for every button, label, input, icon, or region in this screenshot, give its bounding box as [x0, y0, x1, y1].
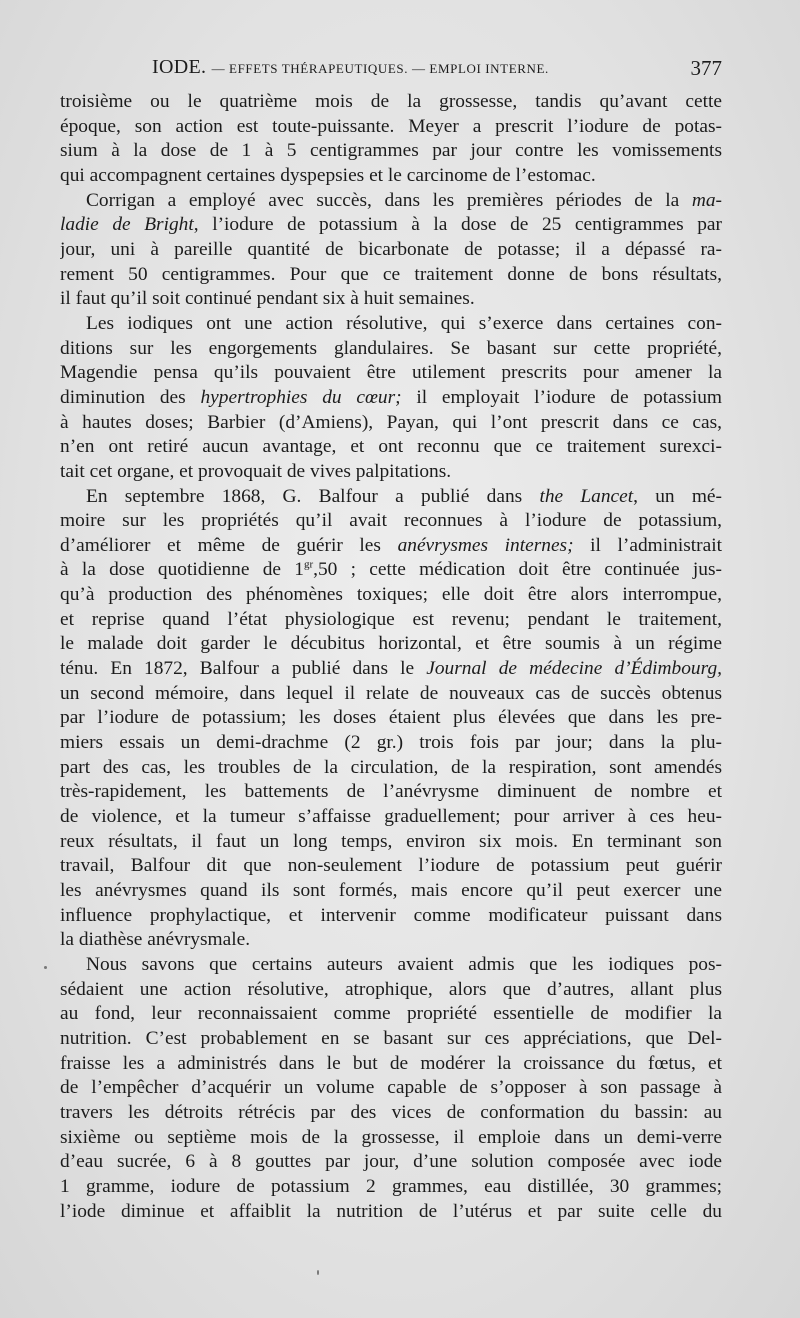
- text-line: [60, 1126, 722, 1151]
- text-line: [60, 928, 722, 953]
- text-segment: , un mé-: [633, 485, 722, 507]
- text-segment: Magendie pensa qu’ils pouvaient être utilement prescrits pour amener la: [60, 362, 722, 384]
- text-segment: Corrigan a employé avec succès, dans les premières périodes de la: [86, 189, 692, 211]
- superscript-text: gr: [303, 559, 314, 571]
- page-number: 377: [690, 56, 722, 80]
- text-line: [60, 805, 722, 830]
- text-segment: l’iode diminue et affaiblit la nutrition de l’utérus et par suite celle du: [60, 1200, 722, 1222]
- text-line: [60, 953, 722, 978]
- text-segment: sédaient une action résolutive, atrophique, alors que d’autres, allant plus: [60, 978, 722, 1000]
- text-segment: de violence, et la tumeur s’affaisse graduellement; pour arriver à ces heu-: [60, 806, 722, 828]
- text-segment: d’améliorer et même de guérir les: [60, 534, 398, 556]
- text-segment: miers essais un demi-drachme (2 gr.) trois fois par jour; dans la plu-: [60, 732, 722, 754]
- running-header: [60, 56, 722, 84]
- text-segment: travers les détroits rétrécis par des vices de conformation du bassin: au: [60, 1101, 722, 1123]
- text-line: [60, 1150, 722, 1175]
- text-segment: Les iodiques ont une action résolutive, qui s’exerce dans certaines con-: [86, 312, 722, 334]
- text-segment: le malade doit garder le décubitus horizontal, et être soumis à un régime: [60, 633, 722, 655]
- italic-text: anévrysmes internes;: [397, 534, 574, 556]
- text-segment: par l’iodure de potassium; les doses étaient plus élevées que dans les pre-: [60, 707, 722, 729]
- text-line: [60, 756, 722, 781]
- text-segment: , l’iodure de potassium à la dose de 25 centigrammes par: [193, 214, 722, 236]
- text-segment: un second mémoire, dans lequel il relate de nouveaux cas de succès obtenus: [60, 682, 722, 704]
- text-line: [60, 978, 722, 1003]
- text-segment: diminution des: [60, 386, 201, 408]
- text-segment: ditions sur les engorgements glandulaires. Se basant sur cette propriété,: [60, 337, 722, 359]
- text-segment: moire sur les propriétés qu’il avait reconnues à l’iodure de potassium,: [60, 510, 722, 532]
- text-line: [60, 435, 722, 460]
- text-line: [60, 1101, 722, 1126]
- text-line: [60, 706, 722, 731]
- print-speck: [317, 1270, 319, 1275]
- italic-text: hypertrophies du cœur;: [200, 386, 402, 408]
- text-line: [60, 1076, 722, 1101]
- text-segment: rement 50 centigrammes. Pour que ce traitement donne de bons résultats,: [60, 263, 722, 285]
- text-segment: la diathèse anévrysmale.: [60, 929, 251, 951]
- text-line: [60, 386, 722, 411]
- text-line: [60, 115, 722, 140]
- text-line: [60, 534, 722, 559]
- text-line: [60, 657, 722, 682]
- text-segment: au fond, leur reconnaissaient comme propriété essentielle de modifier la: [60, 1003, 722, 1025]
- text-segment: influence prophylactique, et intervenir comme modificateur puissant dans: [60, 904, 722, 926]
- text-line: [60, 1200, 722, 1225]
- text-segment: 1 gramme, iodure de potassium 2 grammes, eau distillée, 30 grammes;: [60, 1175, 722, 1197]
- text-line: [60, 558, 722, 583]
- text-segment: de l’empêcher d’acquérir un volume capable de s’opposer à son passage à: [60, 1077, 722, 1099]
- text-line: [60, 213, 722, 238]
- text-line: [60, 287, 722, 312]
- text-line: [60, 632, 722, 657]
- text-segment: qui accompagnent certaines dyspepsies et le carcinome de l’estomac.: [60, 164, 596, 186]
- text-line: [60, 780, 722, 805]
- text-segment: travail, Balfour dit que non-seulement l’iodure de potassium peut guérir: [60, 855, 722, 877]
- text-line: [60, 139, 722, 164]
- text-line: [60, 682, 722, 707]
- italic-text: Journal de médecine d’Édimbourg,: [426, 658, 722, 680]
- text-line: [60, 189, 722, 214]
- text-line: [60, 485, 722, 510]
- text-segment: tait cet organe, et provoquait de vives palpitations.: [60, 460, 452, 482]
- text-segment: ténu. En 1872, Balfour a publié dans le: [60, 658, 427, 680]
- text-line: [60, 263, 722, 288]
- running-title-main: IODE.: [152, 56, 207, 78]
- text-line: [60, 1002, 722, 1027]
- body-text: [60, 90, 722, 1224]
- text-line: [60, 904, 722, 929]
- text-line: [60, 312, 722, 337]
- text-segment: reux résultats, il faut un long temps, environ six mois. En terminant son: [60, 830, 722, 852]
- text-line: [60, 583, 722, 608]
- text-segment: Nous savons que certains auteurs avaient admis que les iodiques pos-: [86, 953, 722, 975]
- text-line: [60, 90, 722, 115]
- text-line: [60, 830, 722, 855]
- text-line: [60, 460, 722, 485]
- text-line: [60, 337, 722, 362]
- text-line: [60, 854, 722, 879]
- text-segment: ,50 ; cette médication doit être continuée jus-: [313, 559, 722, 581]
- running-title-rest: — EFFETS THÉRAPEUTIQUES. — EMPLOI INTERNE.: [211, 61, 549, 76]
- text-segment: et reprise quand l’état physiologique est revenu; pendant le traitement,: [60, 608, 722, 630]
- text-segment: qu’à production des phénomènes toxiques; elle doit être alors interrompue,: [60, 584, 722, 606]
- text-line: [60, 164, 722, 189]
- text-segment: il employait l’iodure de potassium: [401, 386, 722, 408]
- text-segment: sixième ou septième mois de la grossesse, il emploie dans un demi-verre: [60, 1126, 722, 1148]
- text-segment: il faut qu’il soit continué pendant six à huit semaines.: [60, 288, 475, 310]
- text-segment: il l’administrait: [573, 534, 722, 556]
- text-segment: sium à la dose de 1 à 5 centigrammes par jour contre les vomissements: [60, 140, 722, 162]
- text-line: [60, 361, 722, 386]
- running-title: [152, 56, 549, 79]
- text-line: [60, 608, 722, 633]
- text-segment: jour, uni à pareille quantité de bicarbonate de potasse; il a dépassé ra-: [60, 238, 722, 260]
- text-segment: époque, son action est toute-puissante. Meyer a prescrit l’iodure de potas-: [60, 115, 722, 137]
- italic-text: the Lancet: [539, 485, 634, 507]
- text-segment: n’en ont retiré aucun avantage, et ont reconnu que ce traitement surexci-: [60, 436, 722, 458]
- text-line: [60, 411, 722, 436]
- text-line: [60, 879, 722, 904]
- text-segment: nutrition. C’est probablement en se basant sur ces appréciations, que Del-: [60, 1027, 722, 1049]
- italic-text: ma-: [691, 189, 722, 211]
- text-segment: à la dose quotidienne de 1: [60, 559, 304, 581]
- text-line: [60, 1052, 722, 1077]
- print-speck: [44, 966, 47, 969]
- text-line: [60, 731, 722, 756]
- text-segment: très-rapidement, les battements de l’anévrysme diminuent de nombre et: [60, 781, 722, 803]
- text-segment: part des cas, les troubles de la circulation, de la respiration, sont amendés: [60, 756, 722, 778]
- text-line: [60, 1027, 722, 1052]
- text-segment: les anévrysmes quand ils sont formés, mais encore qu’il peut exercer une: [60, 880, 722, 901]
- text-line: [60, 509, 722, 534]
- text-segment: d’eau sucrée, 6 à 8 gouttes par jour, d’une solution composée avec iode: [60, 1151, 722, 1173]
- text-line: [60, 1175, 722, 1200]
- text-segment: troisième ou le quatrième mois de la grossesse, tandis qu’avant cette: [60, 91, 722, 112]
- text-segment: En septembre 1868, G. Balfour a publié dans: [86, 485, 540, 507]
- text-line: [60, 238, 722, 263]
- text-segment: à hautes doses; Barbier (d’Amiens), Payan, qui l’ont prescrit dans ce cas,: [60, 411, 722, 433]
- text-segment: fraisse les a administrés dans le but de modérer la croissance du fœtus, et: [60, 1052, 722, 1074]
- italic-text: ladie de Bright: [60, 214, 194, 236]
